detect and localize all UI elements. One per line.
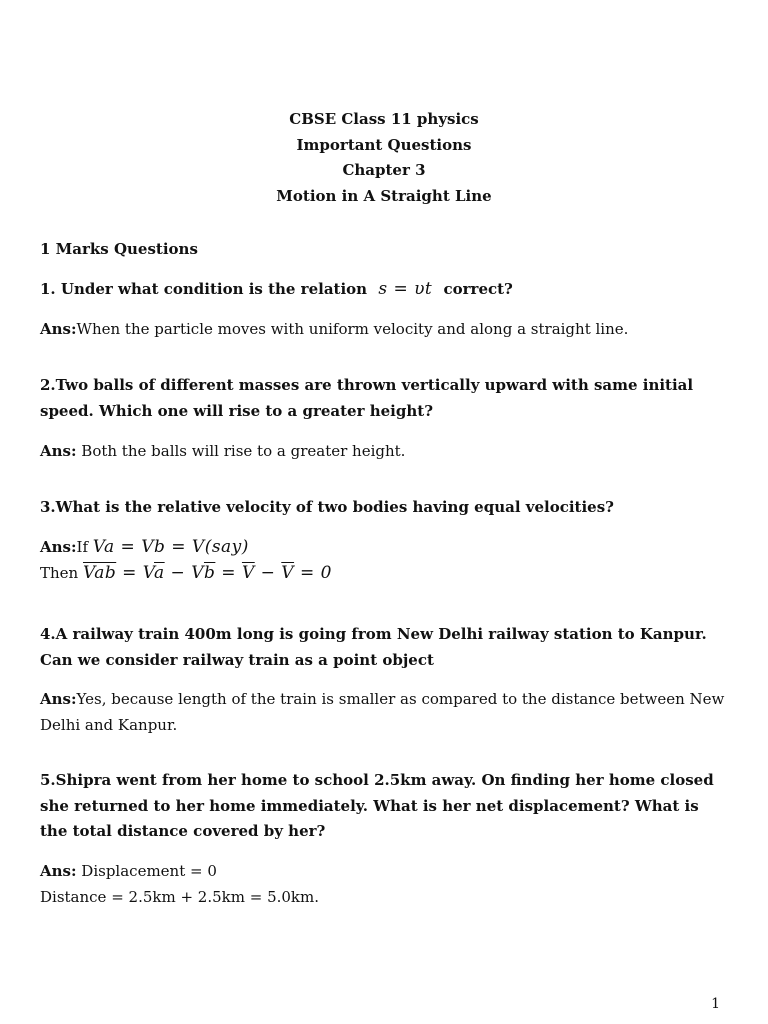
answer-5 — [40, 859, 730, 910]
answer-2 — [40, 439, 730, 465]
answer-1-text: When the particle moves with uniform velocity and along a straight line. — [76, 320, 629, 338]
question-1-suffix: correct? — [443, 280, 513, 298]
formula-part: $\overline{a}$ — [154, 562, 165, 583]
formula-part: $\overline{V}$ — [281, 562, 295, 583]
answer-1 — [40, 317, 730, 343]
answer-3-formula-1: Va = Vb = V(say) — [92, 537, 249, 557]
formula-part: = — [221, 562, 237, 583]
question-5: 5.Shipra went from her home to school 2.5km away. On finding her home closed she returned to her home immediately. What is her net displacement? What is the total distance covered by her? — [40, 771, 714, 840]
answer-2-text: Both the balls will rise to a greater height. — [76, 442, 406, 460]
formula-part: − — [260, 562, 276, 583]
formula-vab: $\overline{Vab}$ — [82, 562, 117, 583]
answer-label: Ans: — [40, 690, 77, 708]
header-line-3: Chapter 3 — [342, 161, 426, 179]
answer-label: Ans: — [40, 538, 77, 556]
answer-label: Ans: — [40, 862, 77, 880]
question-1 — [40, 277, 730, 303]
page-number: 1 — [711, 996, 720, 1012]
question-2: 2.Two balls of different masses are thrown vertically upward with same initial speed. Which one will rise to a greater height? — [40, 376, 694, 420]
document-header — [0, 107, 768, 209]
formula-part: = 0 — [299, 562, 332, 583]
question-1-formula: s = υt — [378, 279, 433, 299]
question-1-prefix: 1. Under what condition is the relation — [40, 280, 368, 298]
formula-part: $\overline{V}$ — [241, 562, 255, 583]
answer-label: Ans: — [40, 320, 77, 338]
answer-3-line-2 — [40, 561, 730, 587]
question-4: 4.A railway train 400m long is going from New Delhi railway station to Kanpur. Can we consider railway train as a point object — [40, 625, 707, 669]
formula-part: − V — [170, 562, 204, 583]
answer-3-line-1 — [40, 535, 730, 561]
formula-part: $\overline{b}$ — [203, 562, 216, 583]
answer-5-line-2: Distance = 2.5km + 2.5km = 5.0km. — [40, 887, 320, 906]
answer-4-text: Yes, because length of the train is smaller as compared to the distance between New Delhi and Kanpur. — [40, 690, 725, 734]
answer-label: Ans: — [40, 442, 77, 460]
header-line-2: Important Questions — [296, 135, 472, 154]
question-3: 3.What is the relative velocity of two bodies having equal velocities? — [40, 498, 614, 516]
answer-5-line-1 — [40, 859, 730, 885]
answer-5-text-1: Displacement = 0 — [76, 862, 217, 880]
formula-part: = V — [122, 562, 154, 583]
section-title: 1 Marks Questions — [40, 240, 198, 258]
answer-4 — [40, 687, 730, 738]
answer-3-formula-2 — [83, 563, 332, 583]
header-line-1: CBSE Class 11 physics — [289, 110, 479, 128]
answer-3-if: If — [76, 538, 89, 556]
answer-3-then: Then — [40, 563, 79, 582]
header-line-4: Motion in A Straight Line — [276, 186, 492, 205]
answer-3 — [40, 535, 730, 586]
